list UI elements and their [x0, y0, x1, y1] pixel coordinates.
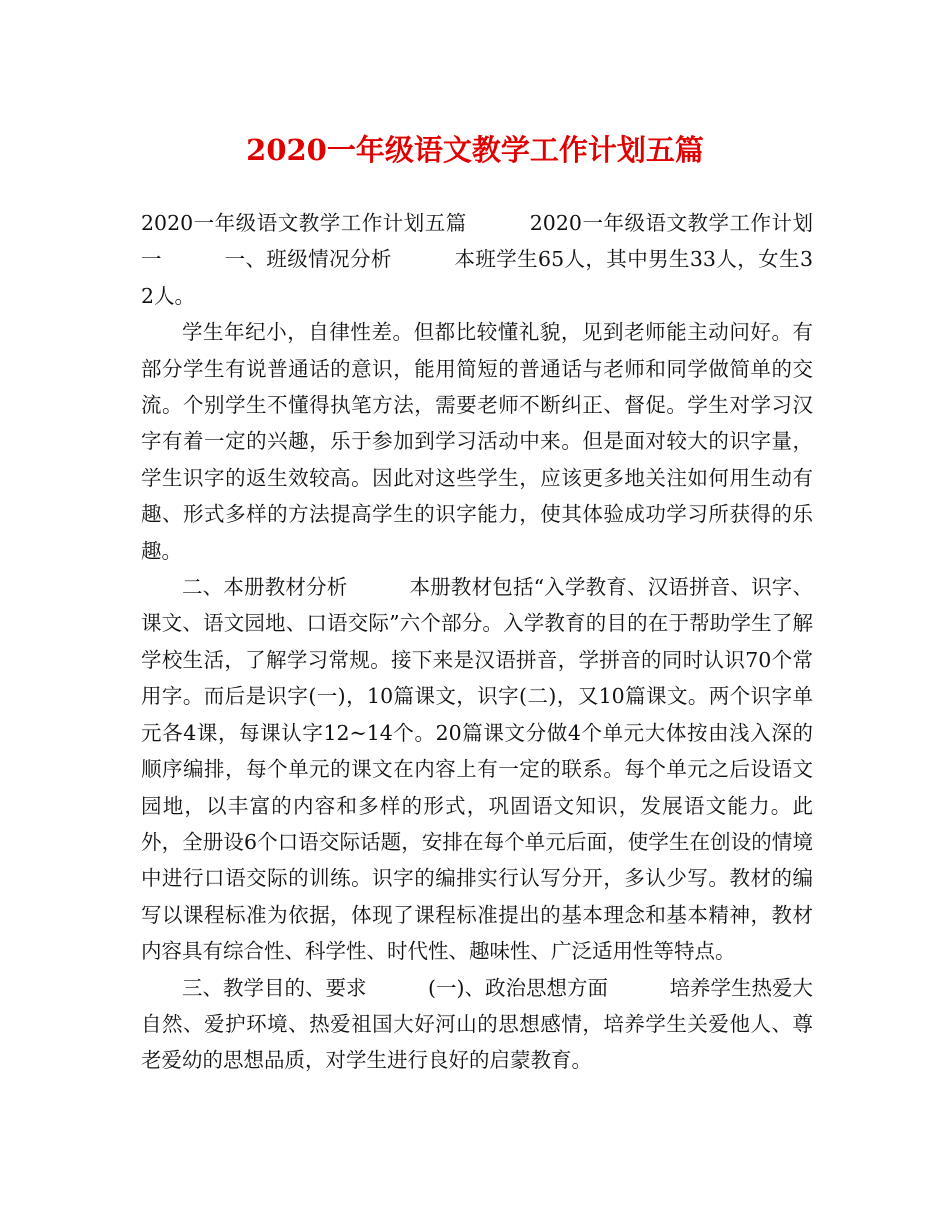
paragraph-intro: 2020一年级语文教学工作计划五篇 2020一年级语文教学工作计划一 一、班级情况分析 本班学生65人，其中男生33人，女生32人。: [141, 211, 813, 308]
document-title: 2020一年级语文教学工作计划五篇: [246, 133, 704, 167]
document-body: [141, 205, 813, 1079]
paragraph-textbook-analysis: 二、本册教材分析 本册教材包括“入学教育、汉语拼音、识字、课文、语文园地、口语交际”六个部分。入学教育的目的在于帮助学生了解学校生活，了解学习常规。接下来是汉语拼音，学拼音的同时认识70个常用字。而后是识字(一)，10篇课文，识字(二)，又10篇课文。两个识字单元各4课，每课认字12~14个。20篇课文分做4个单元大体按由浅入深的顺序编排，每个单元的课文在内容上有一定的联系。每个单元之后设语文园地，以丰富的内容和多样的形式，巩固语文知识，发展语文能力。此外，全册设6个口语交际话题，安排在每个单元后面，使学生在创设的情境中进行口语交际的训练。识字的编排实行认写分开，多认少写。教材的编写以课程标准为依据，体现了课程标准提出的基本理念和基本精神，教材内容具有综合性、科学性、时代性、趣味性、广泛适用性等特点。: [141, 575, 813, 964]
paragraph-teaching-goals: 三、教学目的、要求 (一)、政治思想方面 培养学生热爱大自然、爱护环境、热爱祖国大好河山的思想感情，培养学生关爱他人、尊老爱幼的思想品质，对学生进行良好的启蒙教育。: [141, 975, 813, 1073]
paragraph-student-analysis: 学生年纪小，自律性差。但都比较懂礼貌，见到老师能主动问好。有部分学生有说普通话的意识，能用简短的普通话与老师和同学做简单的交流。个别学生不懂得执笔方法，需要老师不断纠正、督促。学生对学习汉字有着一定的兴趣，乐于参加到学习活动中来。但是面对较大的识字量，学生识字的返生效较高。因此对这些学生，应该更多地关注如何用生动有趣、形式多样的方法提高学生的识字能力，使其体验成功学习所获得的乐趣。: [141, 320, 813, 563]
